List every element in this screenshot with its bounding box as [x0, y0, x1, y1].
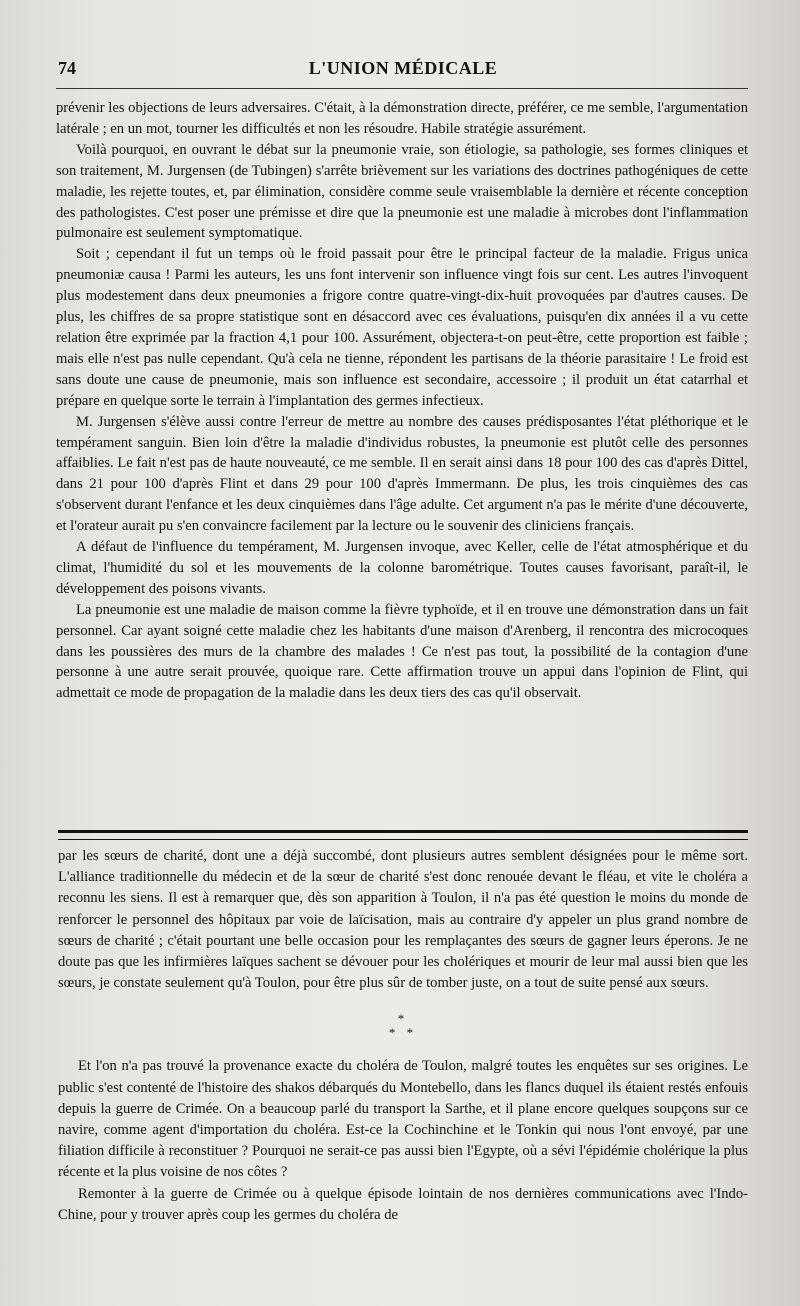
feuilleton-separator-rule: [58, 830, 748, 840]
feuilleton-paragraph: par les sœurs de charité, dont une a déjà succombé, dont plusieurs autres semblent désignées pour le même sort. L'alliance traditionnelle du médecin et de la sœur de charité s'est donc renouée devant le fléau, et vite le choléra a reconnu les siens. Il est à remarquer que, dès son apparition à Toulon, il n'a pas été question le moins du monde de renforcer le personnel des hôpitaux par voie de laïcisation, mais au contraire d'y appeler un plus grand nombre de sœurs de charité ; c'était pourtant une belle occasion pour les remplaçantes des sœurs de gagner leurs éperons. Je ne doute pas que les infirmières laïques sachent se dévouer pour les cholériques et mourir de leur mal aussi bien que les sœurs, je constate seulement qu'à Toulon, pour être plus sûr de tomber juste, on a tout de suite pensé aux sœurs.: [58, 848, 748, 992]
article-paragraph: A défaut de l'influence du tempérament, M. Jurgensen invoque, avec Keller, celle de l'état atmosphérique et du climat, l'humidité du sol et les mouvements de la colonne barométrique. Toutes causes favorisant, paraît-il, le développement des poisons vivants.: [56, 539, 748, 597]
article-paragraph: Voilà pourquoi, en ouvrant le débat sur la pneumonie vraie, son étiologie, sa pathologie, ses formes cliniques et son traitement, M. Jurgensen (de Tubingen) s'arrête brièvement sur les variations des doctrines pathogéniques de cette maladie, les rejette toutes, et, par élimination, considère comme seule vraisemblable la dernière et récente conception des pathologistes. C'est poser une prémisse et dire que la pneumonie est une maladie à microbes dont l'inflammation pulmonaire est seulement symptomatique.: [56, 141, 748, 242]
running-title: L'UNION MÉDICALE: [308, 58, 498, 78]
asterism-divider: [58, 1012, 748, 1040]
article-paragraph: M. Jurgensen s'élève aussi contre l'erreur de mettre au nombre des causes prédisposantes l'état pléthorique et le tempérament sanguin. Bien loin d'être la maladie d'individus robustes, la pneumonie est plutôt celle des personnes affaiblies. Le fait n'est pas de haute nouveauté, ce me semble. Il en serait ainsi dans 18 pour 100 des cas d'après Dittel, dans 21 pour 100 d'après Flint et dans 29 pour 100 d'après Immermann. De plus, les trois cinquièmes des cas s'observent durant l'enfance et les deux cinquièmes dans l'âge adulte. Cet argument n'a pas le mérite d'une découverte, et l'orateur aurait pu s'en convaincre facilement par la lecture ou le souvenir des cliniciens français.: [56, 413, 748, 535]
article-column: [56, 98, 748, 704]
feuilleton-column: [58, 846, 748, 1226]
page-header: [58, 58, 748, 84]
page-number: 74: [58, 58, 76, 78]
asterism-top: *: [397, 1011, 409, 1027]
feuilleton-paragraph: Et l'on n'a pas trouvé la provenance exacte du choléra de Toulon, malgré toutes les enquêtes sur ses origines. Le public s'est contenté de l'histoire des shakos débarqués du Montebello, dans les flancs duquel ils étaient restés enfouis depuis la guerre de Crimée. On a beaucoup parlé du transport la Sarthe, et il plane encore quelques soupçons sur ce navire, comme agent d'importation du choléra. Est-ce la Cochinchine et le Tonkin qui nous l'ont envoyé, par une filiation difficile à reconstituer ? Pourquoi ne serait-ce pas aussi bien l'Egypte, où a sévi l'épidémie cholérique la plus récente et la plus voisine de nos côtes ?: [58, 1058, 748, 1181]
asterism-bottom: * *: [388, 1025, 418, 1041]
article-paragraph: Soit ; cependant il fut un temps où le froid passait pour être le principal facteur de la maladie. Frigus unica pneumoniæ causa ! Parmi les auteurs, les uns font intervenir son influence vingt fois sur cent. Les autres l'invoquent plus modestement dans deux pneumonies a frigore contre quatre-vingt-dix-huit provoquées par d'autres causes. De plus, les chiffres de sa propre statistique sont en désaccord avec ces évaluations, puisqu'en dix années il a vu cette relation être exprimée par la fraction 4,1 pour 100. Assurément, objectera-t-on peut-être, cette proportion est faible ; mais elle n'est pas nulle cependant. Qu'à cela ne tienne, répondent les partisans de la théorie parasitaire ! Le froid est sans doute une cause de pneumonie, mais son influence est secondaire, accessoire ; il produit un état catarrhal et prépare en quelque sorte le terrain à l'implantation des germes infectieux.: [56, 246, 748, 409]
header-rule: [56, 88, 748, 89]
article-paragraph: La pneumonie est une maladie de maison comme la fièvre typhoïde, et il en trouve une démonstration dans un fait personnel. Car ayant soigné cette maladie chez les habitants d'une maison d'Arenberg, il rencontra des microcoques dans les poussières des murs de la chambre des malades ! Ce n'est pas tout, la possibilité de la contagion d'une personne à une autre serait prouvée, quoique rare. Cette affirmation trouve un appui dans l'opinion de Flint, qui admettait ce mode de propagation de la maladie dans les deux tiers des cas qu'il observait.: [56, 601, 748, 702]
article-paragraph: prévenir les objections de leurs adversaires. C'était, à la démonstration directe, préférer, ce me semble, l'argumentation latérale ; en un mot, tourner les difficultés et non les résoudre. Habile stratégie assurément.: [56, 100, 748, 137]
feuilleton-paragraph: Remonter à la guerre de Crimée ou à quelque épisode lointain de nos dernières communications avec l'Indo-Chine, pour y trouver après coup les germes du choléra de: [58, 1185, 748, 1223]
